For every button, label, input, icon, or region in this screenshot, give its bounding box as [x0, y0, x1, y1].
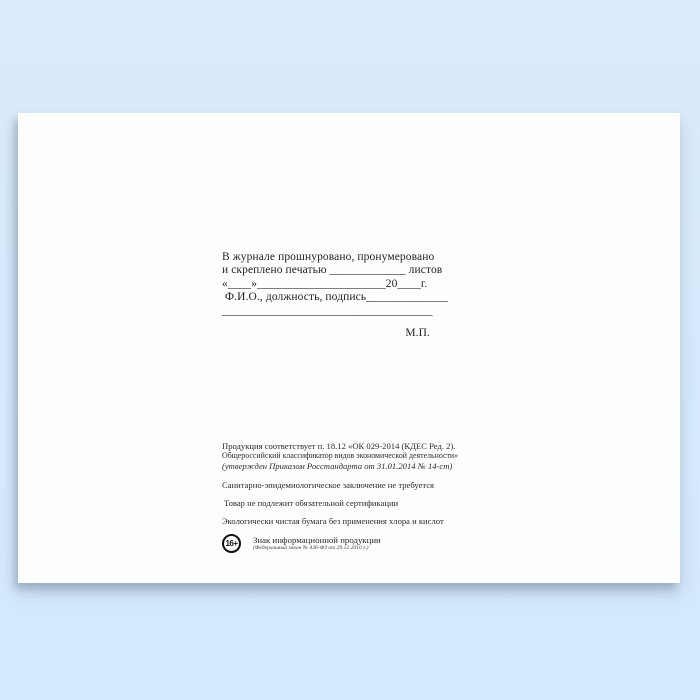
- ecology-statement: Экологически чистая бумага без применения хлора и кислот: [222, 516, 444, 526]
- info-sign-title: Знак информационной продукции: [253, 535, 381, 545]
- product-classifier-line-2: Общероссийский классификатор видов экономической деятельности»: [222, 451, 459, 460]
- info-sign-text: [253, 533, 381, 552]
- sanitary-statement: Санитарно-эпидемиологическое заключение не требуется: [222, 480, 435, 490]
- information-product-sign: [222, 533, 472, 553]
- certification-statement: Товар не подлежит обязательной сертификации: [224, 498, 399, 508]
- extra-blank-line: ____________________________________: [222, 304, 433, 317]
- info-sign-law-reference: (Федеральный закон № 436-ФЗ от 29.12.2010 г.): [253, 545, 369, 551]
- document-page: [18, 113, 680, 583]
- lacing-line-2: и скреплено печатью _____________ листов: [222, 264, 443, 277]
- seal-place-mark: М.П.: [405, 327, 430, 340]
- lacing-certification-block: [222, 251, 449, 340]
- date-blank-line: «____»______________________20____г.: [222, 277, 428, 290]
- lacing-line-1: В журнале прошнуровано, пронумеровано: [222, 251, 435, 263]
- age-16-plus-icon: 16+: [222, 534, 241, 553]
- product-classifier-line-1: Продукция соответствует п. 18.12 «ОК 029-2014 (КДЕС Ред. 2).: [222, 441, 456, 451]
- compliance-block: [222, 441, 472, 553]
- signature-blank-line: Ф.И.О., должность, подпись______________: [225, 291, 449, 304]
- product-classifier-line-3: (утвержден Приказом Росстандарта от 31.01.2014 № 14-ст): [222, 461, 453, 471]
